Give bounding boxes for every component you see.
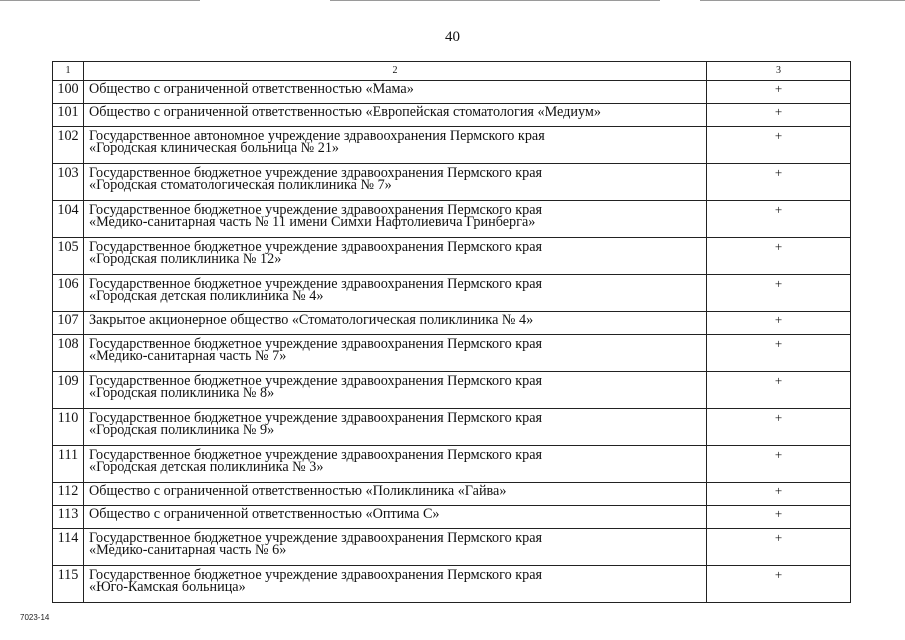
organization-name-line: Общество с ограниченной ответственностью «Европейская стоматология «Медиум»	[89, 104, 601, 120]
participation-mark: +	[707, 164, 851, 201]
organization-name-line: Государственное бюджетное учреждение здравоохранения Пермского края	[89, 336, 543, 352]
participation-mark: +	[707, 238, 851, 275]
organization-name-line: Закрытое акционерное общество «Стоматологическая поликлиника № 4»	[89, 312, 534, 328]
organization-name-line: «Городская детская поликлиника № 4»	[89, 288, 324, 304]
column-header-number: 1	[53, 62, 84, 81]
column-header-name: 2	[84, 62, 707, 81]
row-number: 107	[53, 312, 84, 335]
organization-name	[84, 506, 707, 529]
organization-name	[84, 335, 707, 372]
organization-name-line: «Городская поликлиника № 9»	[89, 422, 275, 438]
organization-name-line: Общество с ограниченной ответственностью «Мама»	[89, 81, 414, 97]
organization-name-line: Общество с ограниченной ответственностью «Оптима С»	[89, 506, 440, 522]
organization-name	[84, 81, 707, 104]
row-number: 103	[53, 164, 84, 201]
organization-name	[84, 164, 707, 201]
row-number: 108	[53, 335, 84, 372]
organization-name-line: Государственное бюджетное учреждение здравоохранения Пермского края	[89, 447, 543, 463]
organization-name	[84, 127, 707, 164]
footer-document-code: 7023-14	[20, 613, 50, 622]
top-scan-rule-right	[700, 0, 905, 1]
participation-mark: +	[707, 127, 851, 164]
page-number: 40	[445, 29, 460, 45]
organization-name-line: «Медико-санитарная часть № 7»	[89, 348, 287, 364]
participation-mark: +	[707, 566, 851, 603]
organization-name-line: «Юго-Камская больница»	[89, 579, 246, 595]
table-row	[53, 566, 851, 603]
table-row	[53, 238, 851, 275]
participation-mark: +	[707, 312, 851, 335]
row-number: 105	[53, 238, 84, 275]
table-row	[53, 483, 851, 506]
table-row	[53, 312, 851, 335]
row-number: 115	[53, 566, 84, 603]
organization-name	[84, 446, 707, 483]
organization-name	[84, 483, 707, 506]
table-row	[53, 372, 851, 409]
organization-name-line: Государственное бюджетное учреждение здравоохранения Пермского края	[89, 202, 543, 218]
organization-name-line: Государственное бюджетное учреждение здравоохранения Пермского края	[89, 567, 543, 583]
table-row	[53, 275, 851, 312]
participation-mark: +	[707, 483, 851, 506]
top-scan-rule-left	[0, 0, 200, 1]
participation-mark: +	[707, 529, 851, 566]
organization-name-line: «Медико-санитарная часть № 6»	[89, 542, 287, 558]
organization-name	[84, 312, 707, 335]
organization-name	[84, 372, 707, 409]
organization-name-line: Государственное бюджетное учреждение здравоохранения Пермского края	[89, 410, 543, 426]
organization-name-line: Общество с ограниченной ответственностью «Поликлиника «Гайва»	[89, 483, 507, 499]
organization-name	[84, 275, 707, 312]
table-row	[53, 81, 851, 104]
participation-mark: +	[707, 372, 851, 409]
row-number: 111	[53, 446, 84, 483]
row-number: 110	[53, 409, 84, 446]
row-number: 106	[53, 275, 84, 312]
organization-name-line: Государственное бюджетное учреждение здравоохранения Пермского края	[89, 373, 543, 389]
row-number: 104	[53, 201, 84, 238]
organization-name-line: Государственное бюджетное учреждение здравоохранения Пермского края	[89, 530, 543, 546]
organizations-table	[52, 61, 851, 603]
organization-name-line: «Медико-санитарная часть № 11 имени Симхи Нафтолиевича Гринберга»	[89, 214, 536, 230]
participation-mark: +	[707, 335, 851, 372]
organization-name-line: «Городская поликлиника № 8»	[89, 385, 275, 401]
table-row	[53, 164, 851, 201]
table-row	[53, 529, 851, 566]
table-row	[53, 506, 851, 529]
table-row	[53, 335, 851, 372]
row-number: 114	[53, 529, 84, 566]
organization-name	[84, 104, 707, 127]
participation-mark: +	[707, 81, 851, 104]
organization-name	[84, 409, 707, 446]
organization-name-line: Государственное бюджетное учреждение здравоохранения Пермского края	[89, 165, 543, 181]
organization-name	[84, 238, 707, 275]
top-scan-rule-center	[330, 0, 660, 1]
organization-name-line: «Городская детская поликлиника № 3»	[89, 459, 324, 475]
organization-name	[84, 201, 707, 238]
participation-mark: +	[707, 409, 851, 446]
organization-name	[84, 566, 707, 603]
row-number: 113	[53, 506, 84, 529]
participation-mark: +	[707, 104, 851, 127]
participation-mark: +	[707, 446, 851, 483]
row-number: 102	[53, 127, 84, 164]
participation-mark: +	[707, 201, 851, 238]
table-row	[53, 127, 851, 164]
row-number: 109	[53, 372, 84, 409]
organization-name-line: Государственное бюджетное учреждение здравоохранения Пермского края	[89, 276, 543, 292]
participation-mark: +	[707, 275, 851, 312]
table-header-row	[53, 62, 851, 81]
organization-name	[84, 529, 707, 566]
organization-name-line: «Городская поликлиника № 12»	[89, 251, 282, 267]
table-row	[53, 409, 851, 446]
row-number: 112	[53, 483, 84, 506]
table-row	[53, 446, 851, 483]
column-header-mark: 3	[707, 62, 851, 81]
row-number: 101	[53, 104, 84, 127]
table-row	[53, 201, 851, 238]
organizations-table-body	[53, 62, 851, 603]
row-number: 100	[53, 81, 84, 104]
participation-mark: +	[707, 506, 851, 529]
organization-name-line: Государственное автономное учреждение здравоохранения Пермского края	[89, 128, 545, 144]
organization-name-line: «Городская стоматологическая поликлиника № 7»	[89, 177, 392, 193]
organization-name-line: «Городская клиническая больница № 21»	[89, 140, 340, 156]
organization-name-line: Государственное бюджетное учреждение здравоохранения Пермского края	[89, 239, 543, 255]
table-row	[53, 104, 851, 127]
